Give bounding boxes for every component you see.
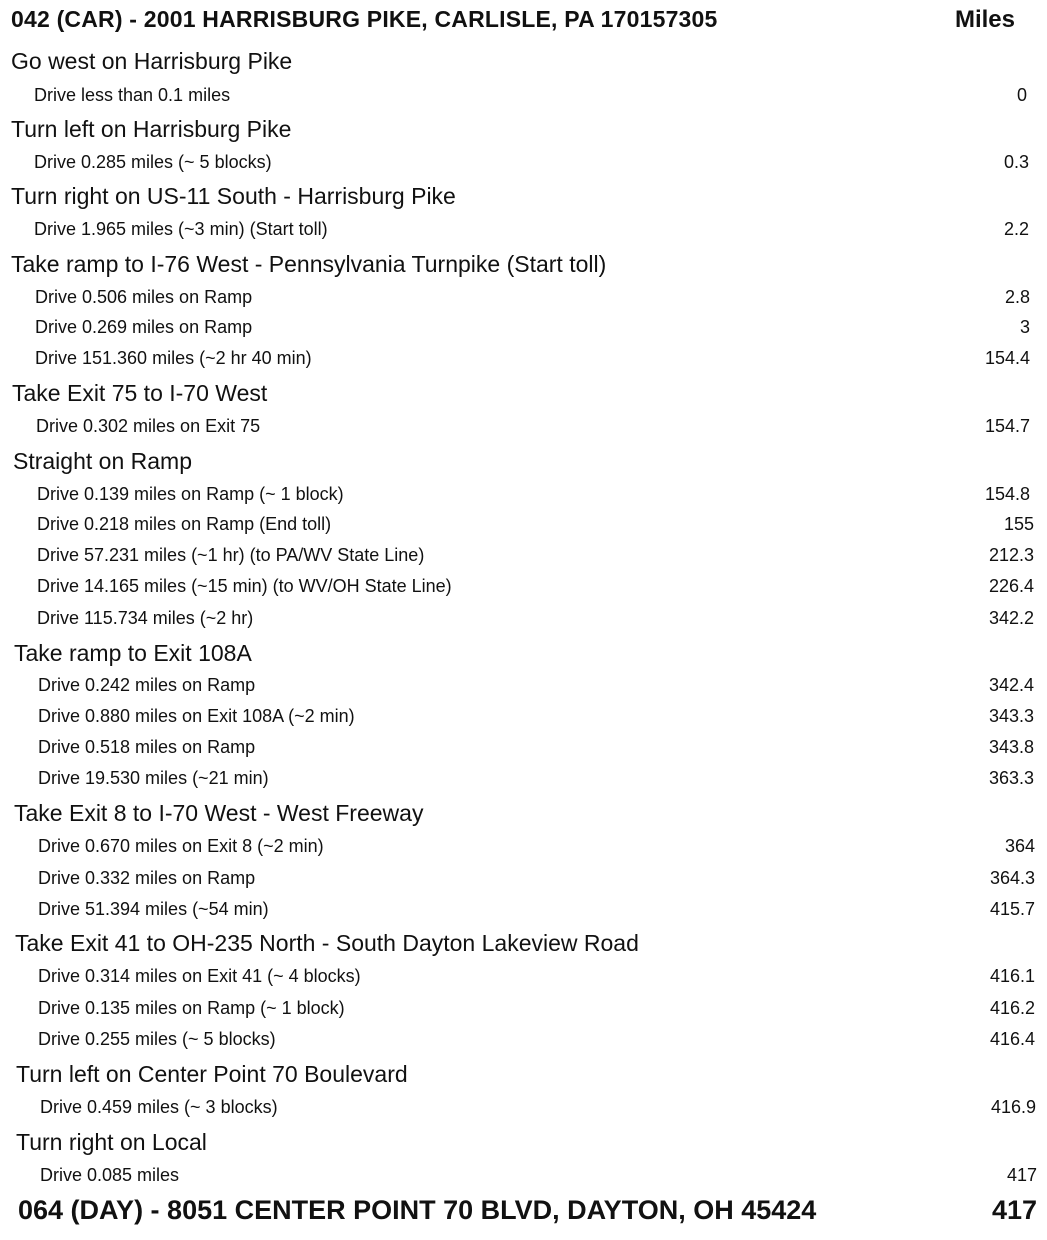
cumulative-miles: 0	[1016, 85, 1027, 105]
step-text: Take ramp to Exit 108A	[14, 640, 252, 666]
miles-column-header: Miles	[954, 6, 1015, 33]
cumulative-miles: 154.8	[984, 484, 1030, 504]
step-text: Turn right on US-11 South - Harrisburg Pike	[11, 183, 456, 209]
drive-text: Drive 14.165 miles (~15 min) (to WV/OH State Line)	[37, 576, 452, 596]
drive-text: Drive 151.360 miles (~2 hr 40 min)	[35, 348, 312, 368]
cumulative-miles: 342.2	[988, 608, 1034, 628]
cumulative-miles: 212.3	[988, 545, 1034, 565]
step-text: Take Exit 8 to I-70 West - West Freeway	[14, 800, 424, 826]
origin-address: 042 (CAR) - 2001 HARRISBURG PIKE, CARLISLE, PA 170157305	[11, 6, 718, 32]
step-text: Straight on Ramp	[13, 448, 192, 474]
cumulative-miles: 416.2	[989, 998, 1035, 1018]
destination-address: 064 (DAY) - 8051 CENTER POINT 70 BLVD, DAYTON, OH 45424	[18, 1195, 817, 1225]
cumulative-miles: 416.1	[989, 966, 1035, 986]
drive-text: Drive 0.332 miles on Ramp	[38, 868, 256, 888]
drive-text: Drive 0.880 miles on Exit 108A (~2 min)	[38, 706, 355, 726]
drive-text: Drive 1.965 miles (~3 min) (Start toll)	[34, 219, 328, 239]
step-text: Take ramp to I-76 West - Pennsylvania Turnpike (Start toll)	[11, 251, 607, 277]
cumulative-miles: 2.8	[1004, 287, 1030, 307]
drive-text: Drive 0.085 miles	[40, 1165, 180, 1185]
step-text: Take Exit 41 to OH-235 North - South Dayton Lakeview Road	[15, 930, 639, 956]
cumulative-miles: 3	[1019, 317, 1030, 337]
cumulative-miles: 2.2	[1003, 219, 1029, 239]
drive-text: Drive 19.530 miles (~21 min)	[38, 768, 269, 788]
drive-text: Drive 0.302 miles on Exit 75	[36, 416, 261, 436]
drive-text: Drive 0.218 miles on Ramp (End toll)	[37, 514, 332, 534]
drive-text: Drive 57.231 miles (~1 hr) (to PA/WV State Line)	[37, 545, 425, 565]
drive-text: Drive 0.285 miles (~ 5 blocks)	[34, 152, 272, 172]
drive-text: Drive 0.518 miles on Ramp	[38, 737, 256, 757]
cumulative-miles: 226.4	[988, 576, 1034, 596]
step-text: Turn right on Local	[16, 1129, 207, 1155]
step-text: Turn left on Center Point 70 Boulevard	[16, 1061, 408, 1087]
drive-text: Drive 0.269 miles on Ramp	[35, 317, 253, 337]
drive-text: Drive 0.255 miles (~ 5 blocks)	[38, 1029, 276, 1049]
total-miles: 417	[991, 1195, 1037, 1225]
drive-text: Drive 51.394 miles (~54 min)	[38, 899, 269, 919]
drive-text: Drive 0.459 miles (~ 3 blocks)	[40, 1097, 278, 1117]
cumulative-miles: 415.7	[989, 899, 1035, 919]
drive-text: Drive 0.670 miles on Exit 8 (~2 min)	[38, 836, 324, 856]
drive-text: Drive 0.314 miles on Exit 41 (~ 4 blocks)	[38, 966, 361, 986]
cumulative-miles: 416.4	[989, 1029, 1035, 1049]
cumulative-miles: 154.4	[984, 348, 1030, 368]
cumulative-miles: 155	[1003, 514, 1034, 534]
cumulative-miles: 0.3	[1003, 152, 1029, 172]
cumulative-miles: 342.4	[988, 675, 1034, 695]
drive-text: Drive 0.242 miles on Ramp	[38, 675, 256, 695]
step-text: Turn left on Harrisburg Pike	[11, 116, 292, 142]
drive-text: Drive 0.139 miles on Ramp (~ 1 block)	[37, 484, 344, 504]
cumulative-miles: 417	[1006, 1165, 1037, 1185]
cumulative-miles: 416.9	[990, 1097, 1036, 1117]
drive-text: Drive 115.734 miles (~2 hr)	[37, 608, 254, 628]
drive-text: Drive 0.506 miles on Ramp	[35, 287, 253, 307]
cumulative-miles: 364.3	[989, 868, 1035, 888]
cumulative-miles: 363.3	[988, 768, 1034, 788]
cumulative-miles: 364	[1004, 836, 1035, 856]
drive-text: Drive 0.135 miles on Ramp (~ 1 block)	[38, 998, 345, 1018]
step-text: Go west on Harrisburg Pike	[11, 48, 293, 74]
drive-text: Drive less than 0.1 miles	[34, 85, 231, 105]
step-text: Take Exit 75 to I-70 West	[12, 380, 268, 406]
cumulative-miles: 343.3	[988, 706, 1034, 726]
cumulative-miles: 343.8	[988, 737, 1034, 757]
cumulative-miles: 154.7	[984, 416, 1030, 436]
